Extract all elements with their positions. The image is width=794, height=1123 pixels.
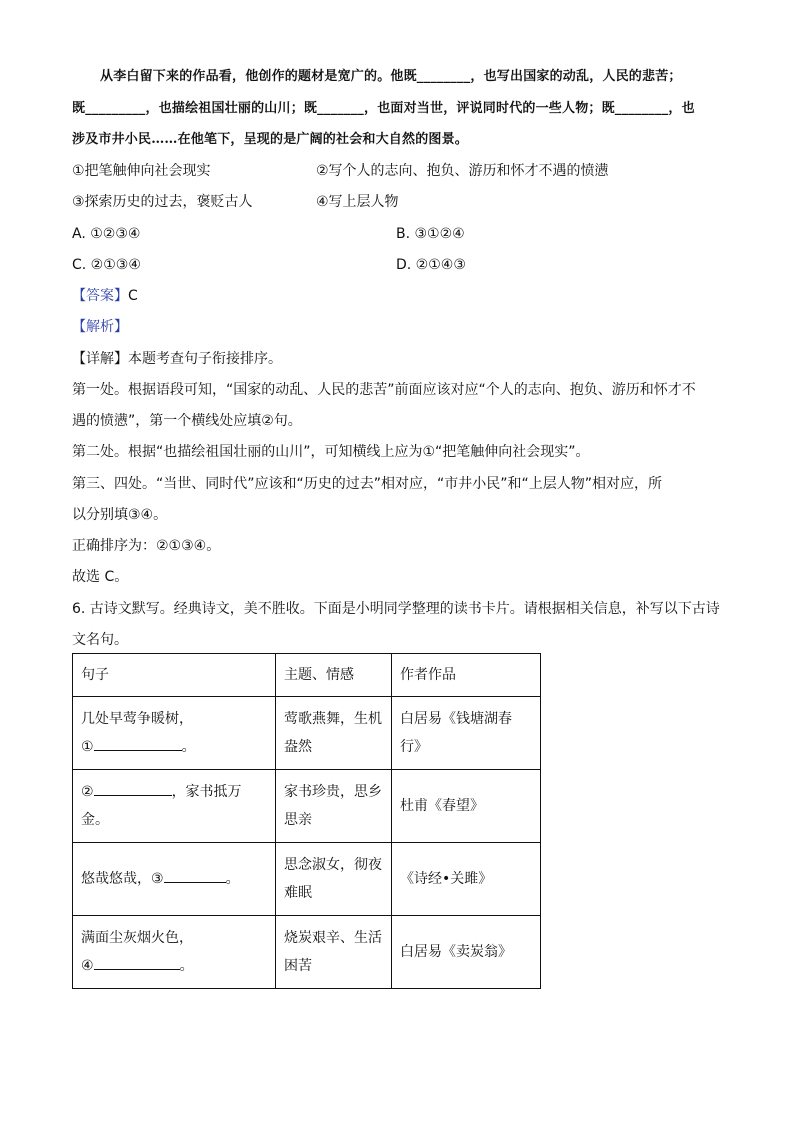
choice-c: C. ②①③④ (72, 257, 141, 273)
table-header-row (73, 654, 541, 697)
work-cell (392, 697, 541, 770)
detail-p2: 第二处。根据“也描绘祖国壮丽的山川”，可知横线上应为①“把笔触伸向社会现实”。 (72, 444, 590, 460)
passage-line-2: 既_________，也描绘祖国壮丽的山川；既_______，也面对当世，评说同时代的一些人物；既________，也 (72, 101, 695, 116)
theme-line: 家书珍贵，思乡 (284, 784, 382, 800)
theme-line: 思亲 (284, 812, 312, 828)
question6-line-2: 文名句。 (72, 632, 128, 648)
item-3: ③探索历史的过去，褒贬古人 (72, 194, 253, 210)
fill-blank[interactable] (164, 870, 226, 883)
work-line: 行》 (400, 739, 428, 755)
detail-conclusion: 故选 C。 (72, 569, 129, 585)
detail-p1b: 遇的愤懑”，第一个横线处应填②句。 (72, 413, 302, 429)
theme-line: 困苦 (284, 958, 312, 974)
passage-line-3: 涉及市井小民……在他笔下，呈现的是广阔的社会和大自然的图景。 (72, 132, 469, 147)
sentence-text: 。 (179, 958, 194, 974)
choice-d: D. ②①④③ (396, 257, 466, 273)
theme-cell (276, 843, 392, 916)
sentence-cell (73, 843, 276, 916)
detail-tag: 【详解】 (72, 351, 128, 367)
theme-line: 莺歌燕舞，生机 (284, 711, 382, 727)
header-sentence: 句子 (73, 654, 276, 697)
detail-order: 正确排序为：②①③④。 (72, 538, 221, 554)
sentence-text: ，家书抵万金。 (81, 784, 242, 828)
answer-tag: 【答案】 (72, 288, 128, 304)
detail-p3b: 以分别填③④。 (72, 507, 168, 523)
table-row (73, 697, 541, 770)
theme-cell (276, 770, 392, 843)
theme-line: 盎然 (284, 739, 312, 755)
header-theme: 主题、情感 (276, 654, 392, 697)
analysis (72, 318, 128, 336)
work-cell: 白居易《卖炭翁》 (392, 916, 541, 989)
work-cell: 《诗经•关雎》 (392, 843, 541, 916)
blank-number: ① (81, 739, 94, 755)
table-row (73, 916, 541, 989)
reading-card-table (72, 653, 541, 989)
answer-value: C (128, 288, 138, 304)
choice-a: A. ①②③④ (72, 226, 141, 242)
sentence-text: 悠哉悠哉，③ (81, 871, 164, 887)
sentence-line: 几处早莺争暖树， (81, 711, 193, 727)
sentence-cell (73, 697, 276, 770)
choice-b: B. ③①②④ (396, 226, 465, 242)
sentence-cell (73, 916, 276, 989)
item-1: ①把笔触伸向社会现实 (72, 163, 211, 179)
item-2: ②写个人的志向、抱负、游历和怀才不遇的愤懑 (316, 163, 609, 179)
blank-number: ② (81, 784, 94, 800)
theme-line: 思念淑女，彻夜 (284, 857, 382, 873)
work-cell: 杜甫《春望》 (392, 770, 541, 843)
table-row (73, 770, 541, 843)
passage-line-1: 从李白留下来的作品看，他创作的题材是宽广的。他既________，也写出国家的动乱，人民的悲苦； (100, 69, 682, 84)
item-4: ④写上层人物 (316, 194, 399, 210)
fill-blank[interactable] (94, 957, 180, 970)
sentence-text: 。 (225, 871, 240, 887)
detail-p1a: 第一处。根据语段可知，“国家的动乱、人民的悲苦”前面应该对应“个人的志向、抱负、游历和怀才不 (72, 382, 696, 398)
blank-number: ④ (81, 958, 94, 974)
sentence-line (81, 952, 267, 980)
sentence-line: 满面尘灰烟火色， (81, 930, 193, 946)
theme-line: 烧炭艰辛、生活 (284, 930, 382, 946)
theme-cell (276, 916, 392, 989)
analysis-tag: 【解析】 (72, 319, 128, 335)
question6-line-1: 6. 古诗文默写。经典诗文，美不胜收。下面是小明同学整理的读书卡片。请根据相关信息，补写以下古诗 (72, 601, 720, 617)
answer (72, 287, 138, 305)
header-work: 作者作品 (392, 654, 541, 697)
sentence-line: ① 。 (81, 739, 196, 755)
detail-intro (72, 350, 282, 368)
theme-line: 难眠 (284, 885, 312, 901)
fill-blank[interactable] (94, 738, 182, 751)
table-row (73, 843, 541, 916)
detail-p3a: 第三、四处。“当世、同时代”应该和“历史的过去”相对应，“市井小民”和“上层人物”相对应，所 (72, 476, 663, 492)
theme-cell (276, 697, 392, 770)
sentence-cell (73, 770, 276, 843)
fill-blank[interactable] (94, 783, 172, 796)
work-line: 白居易《钱塘湖春 (400, 711, 512, 727)
detail-intro-text: 本题考查句子衔接排序。 (128, 351, 282, 367)
